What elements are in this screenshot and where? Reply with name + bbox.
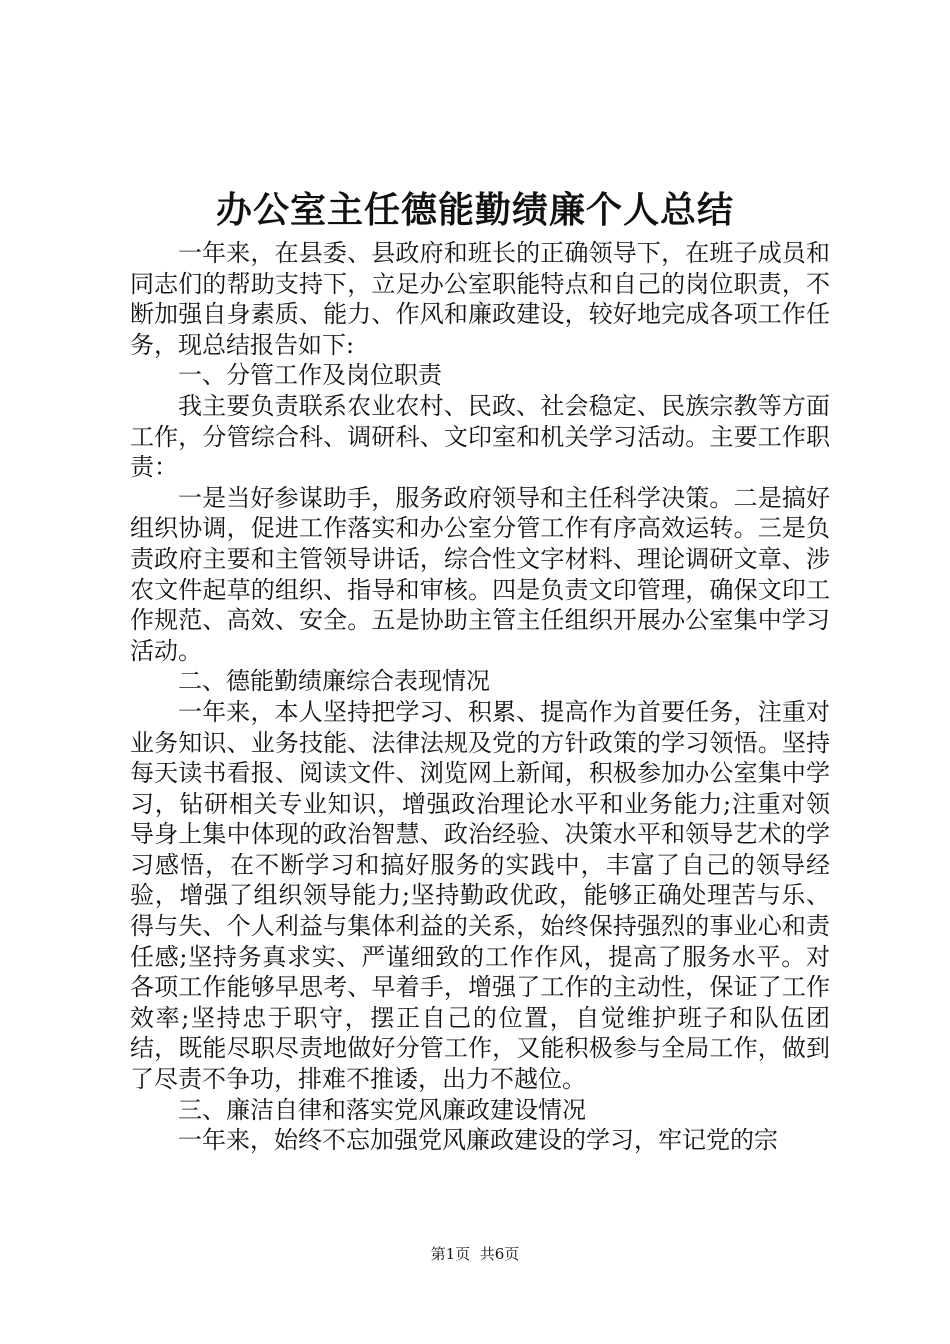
paragraph-integrity: 一年来，始终不忘加强党风廉政建设的学习，牢记党的宗	[178, 1126, 778, 1155]
section-heading-1: 一、分管工作及岗位职责	[178, 361, 442, 390]
page-number: 第1页	[430, 1245, 471, 1263]
page-footer	[0, 1244, 950, 1264]
page-total: 共6页	[479, 1245, 520, 1263]
paragraph-performance: 一年来，本人坚持把学习、积累、提高作为首要任务，注重对业务知识、业务技能、法律法规及党的方针政策的学习领悟。坚持每天读书看报、阅读文件、浏览网上新闻，积极参加办公室集中学习，钻研相关专业知识，增强政治理论水平和业务能力;注重对领导身上集中体现的政治智慧、政治经验、决策水平和领导艺术的学习感悟，在不断学习和搞好服务的实践中，丰富了自己的领导经验，增强了组织领导能力;坚持勤政优政，能够正确处理苦与乐、得与失、个人利益与集体利益的关系，始终保持强烈的事业心和责任感;坚持务真求实、严谨细致的工作作风，提高了服务水平。对各项工作能够早思考、早着手，增强了工作的主动性，保证了工作效率;坚持忠于职守，摆正自己的位置，自觉维护班子和队伍团结，既能尽职尽责地做好分管工作，又能积极参与全局工作，做到了尽责不争功，排难不推诿，出力不越位。	[130, 697, 830, 1094]
paragraph-responsibilities: 我主要负责联系农业农村、民政、社会稳定、民族宗教等方面工作，分管综合科、调研科、文印室和机关学习活动。主要工作职责：	[130, 391, 830, 482]
section-heading-3: 三、廉洁自律和落实党风廉政建设情况	[178, 1095, 586, 1124]
document-title: 办公室主任德能勤绩廉个人总结	[215, 189, 734, 231]
paragraph-intro: 一年来，在县委、县政府和班长的正确领导下，在班子成员和同志们的帮助支持下，立足办公室职能特点和自己的岗位职责，不断加强自身素质、能力、作风和廉政建设，较好地完成各项工作任务，现总结报告如下:	[130, 239, 830, 359]
section-heading-2: 二、德能勤绩廉综合表现情况	[178, 667, 490, 696]
document-body	[130, 238, 830, 1156]
paragraph-duties: 一是当好参谋助手，服务政府领导和主任科学决策。二是搞好组织协调，促进工作落实和办公室分管工作有序高效运转。三是负责政府主要和主管领导讲话，综合性文字材料、理论调研文章、涉农文件起草的组织、指导和审核。四是负责文印管理，确保文印工作规范、高效、安全。五是协助主管主任组织开展办公室集中学习活动。	[130, 483, 830, 665]
